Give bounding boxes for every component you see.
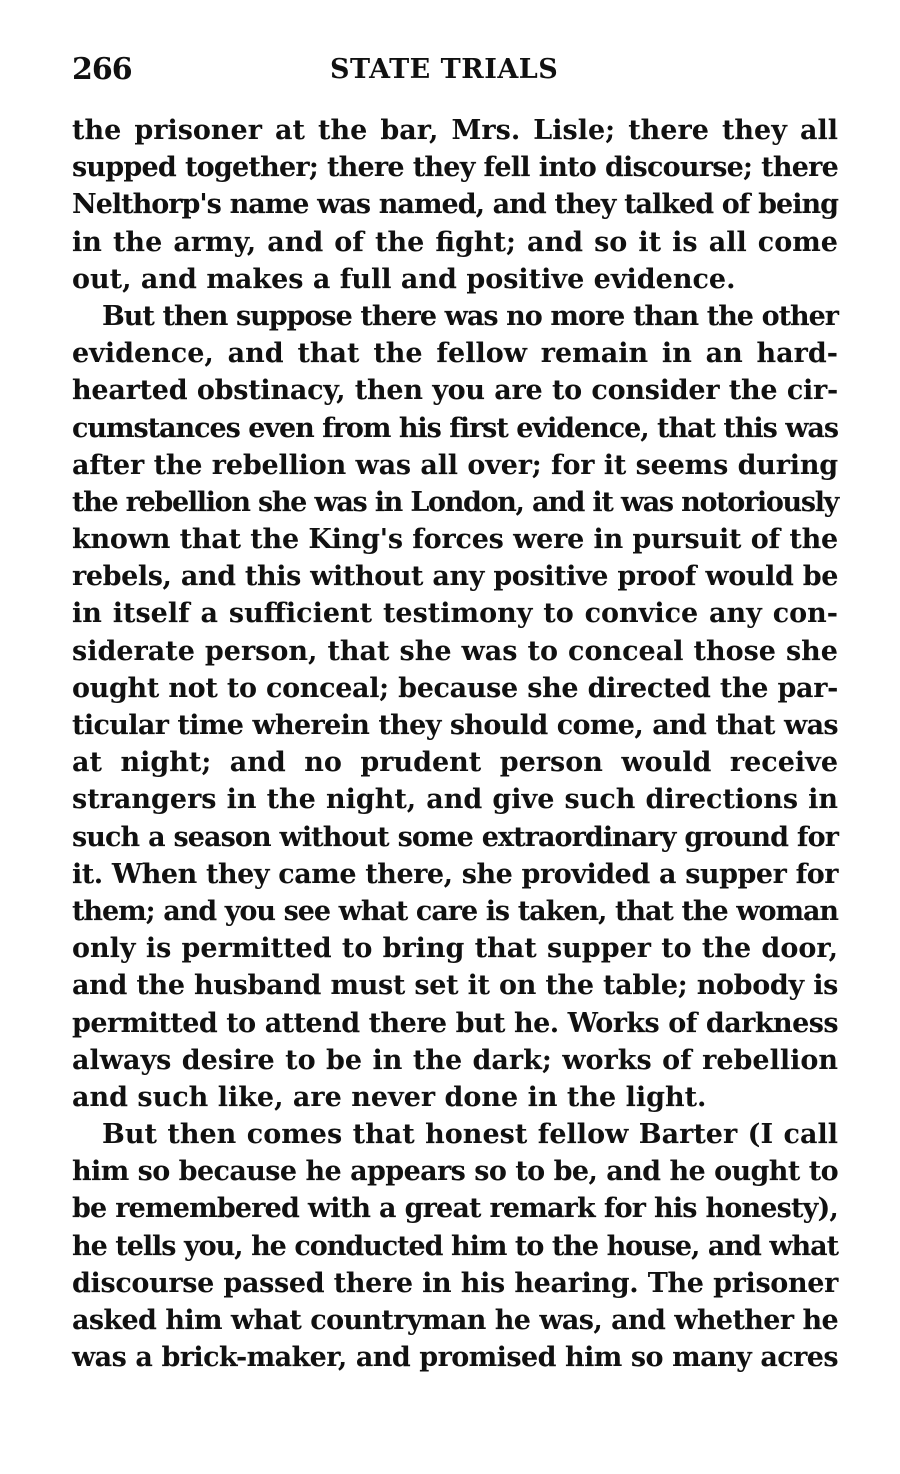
text-line: supped together; there they fell into discourse; there: [72, 152, 838, 184]
text-line: the rebellion she was in London, and it was notoriously: [72, 486, 838, 518]
text-line: permitted to attend there but he. Works of darkness: [72, 1007, 838, 1039]
text-line: known that the King's forces were in pursuit of the: [72, 524, 838, 556]
text-line: rebels, and this without any positive proof would be: [72, 561, 838, 593]
text-line: ought not to conceal; because she directed the par-: [72, 672, 838, 704]
text-line: be remembered with a great remark for his honesty),: [72, 1193, 838, 1225]
book-page: [72, 52, 838, 1376]
text-line: and the husband must set it on the table; nobody is: [72, 970, 838, 1002]
text-line: him so because he appears so to be, and he ought to: [72, 1156, 838, 1188]
text-line: always desire to be in the dark; works of rebellion: [72, 1044, 838, 1076]
text-line: only is permitted to bring that supper to the door,: [72, 933, 838, 965]
text-line: evidence, and that the fellow remain in an hard-: [72, 338, 838, 370]
text-line: Nelthorp's name was named, and they talked of being: [72, 189, 838, 221]
text-line: hearted obstinacy, then you are to consider the cir-: [72, 375, 838, 407]
text-line: it. When they came there, she provided a supper for: [72, 858, 838, 890]
text-line: in the army, and of the fight; and so it is all come: [72, 226, 838, 258]
text-line: such a season without some extraordinary ground for: [72, 821, 838, 853]
text-line: in itself a sufficient testimony to convice any con-: [72, 598, 838, 630]
text-line: them; and you see what care is taken, that the woman: [72, 895, 838, 927]
text-line: asked him what countryman he was, and whether he: [72, 1305, 838, 1336]
body-text: [72, 112, 838, 1376]
text-line: ticular time wherein they should come, and that was: [72, 710, 838, 741]
text-line: the prisoner at the bar, Mrs. Lisle; there they all: [72, 115, 838, 146]
text-line: But then comes that honest fellow Barter (I call: [102, 1119, 838, 1151]
text-line: cumstances even from his first evidence, that this was: [72, 412, 838, 444]
text-line: was a brick-maker, and promised him so many acres: [72, 1342, 838, 1374]
text-line: he tells you, he conducted him to the house, and what: [72, 1230, 838, 1262]
text-line: But then suppose there was no more than the other: [102, 300, 838, 332]
page-number: 266: [72, 52, 132, 87]
paragraph: [72, 298, 838, 1116]
paragraph: [72, 1116, 838, 1376]
text-line: after the rebellion was all over; for it seems during: [72, 449, 838, 481]
running-title: STATE TRIALS: [330, 54, 559, 85]
text-line: discourse passed there in his hearing. The prisoner: [72, 1267, 838, 1299]
text-line: out, and makes a full and positive evidence.: [72, 263, 736, 295]
running-head: [72, 52, 838, 96]
text-line: strangers in the night, and give such directions in: [72, 784, 838, 816]
text-line: and such like, are never done in the light.: [72, 1081, 707, 1113]
text-line: at night; and no prudent person would receive: [72, 747, 838, 779]
paragraph: [72, 112, 838, 298]
text-line: siderate person, that she was to conceal those she: [72, 635, 838, 667]
